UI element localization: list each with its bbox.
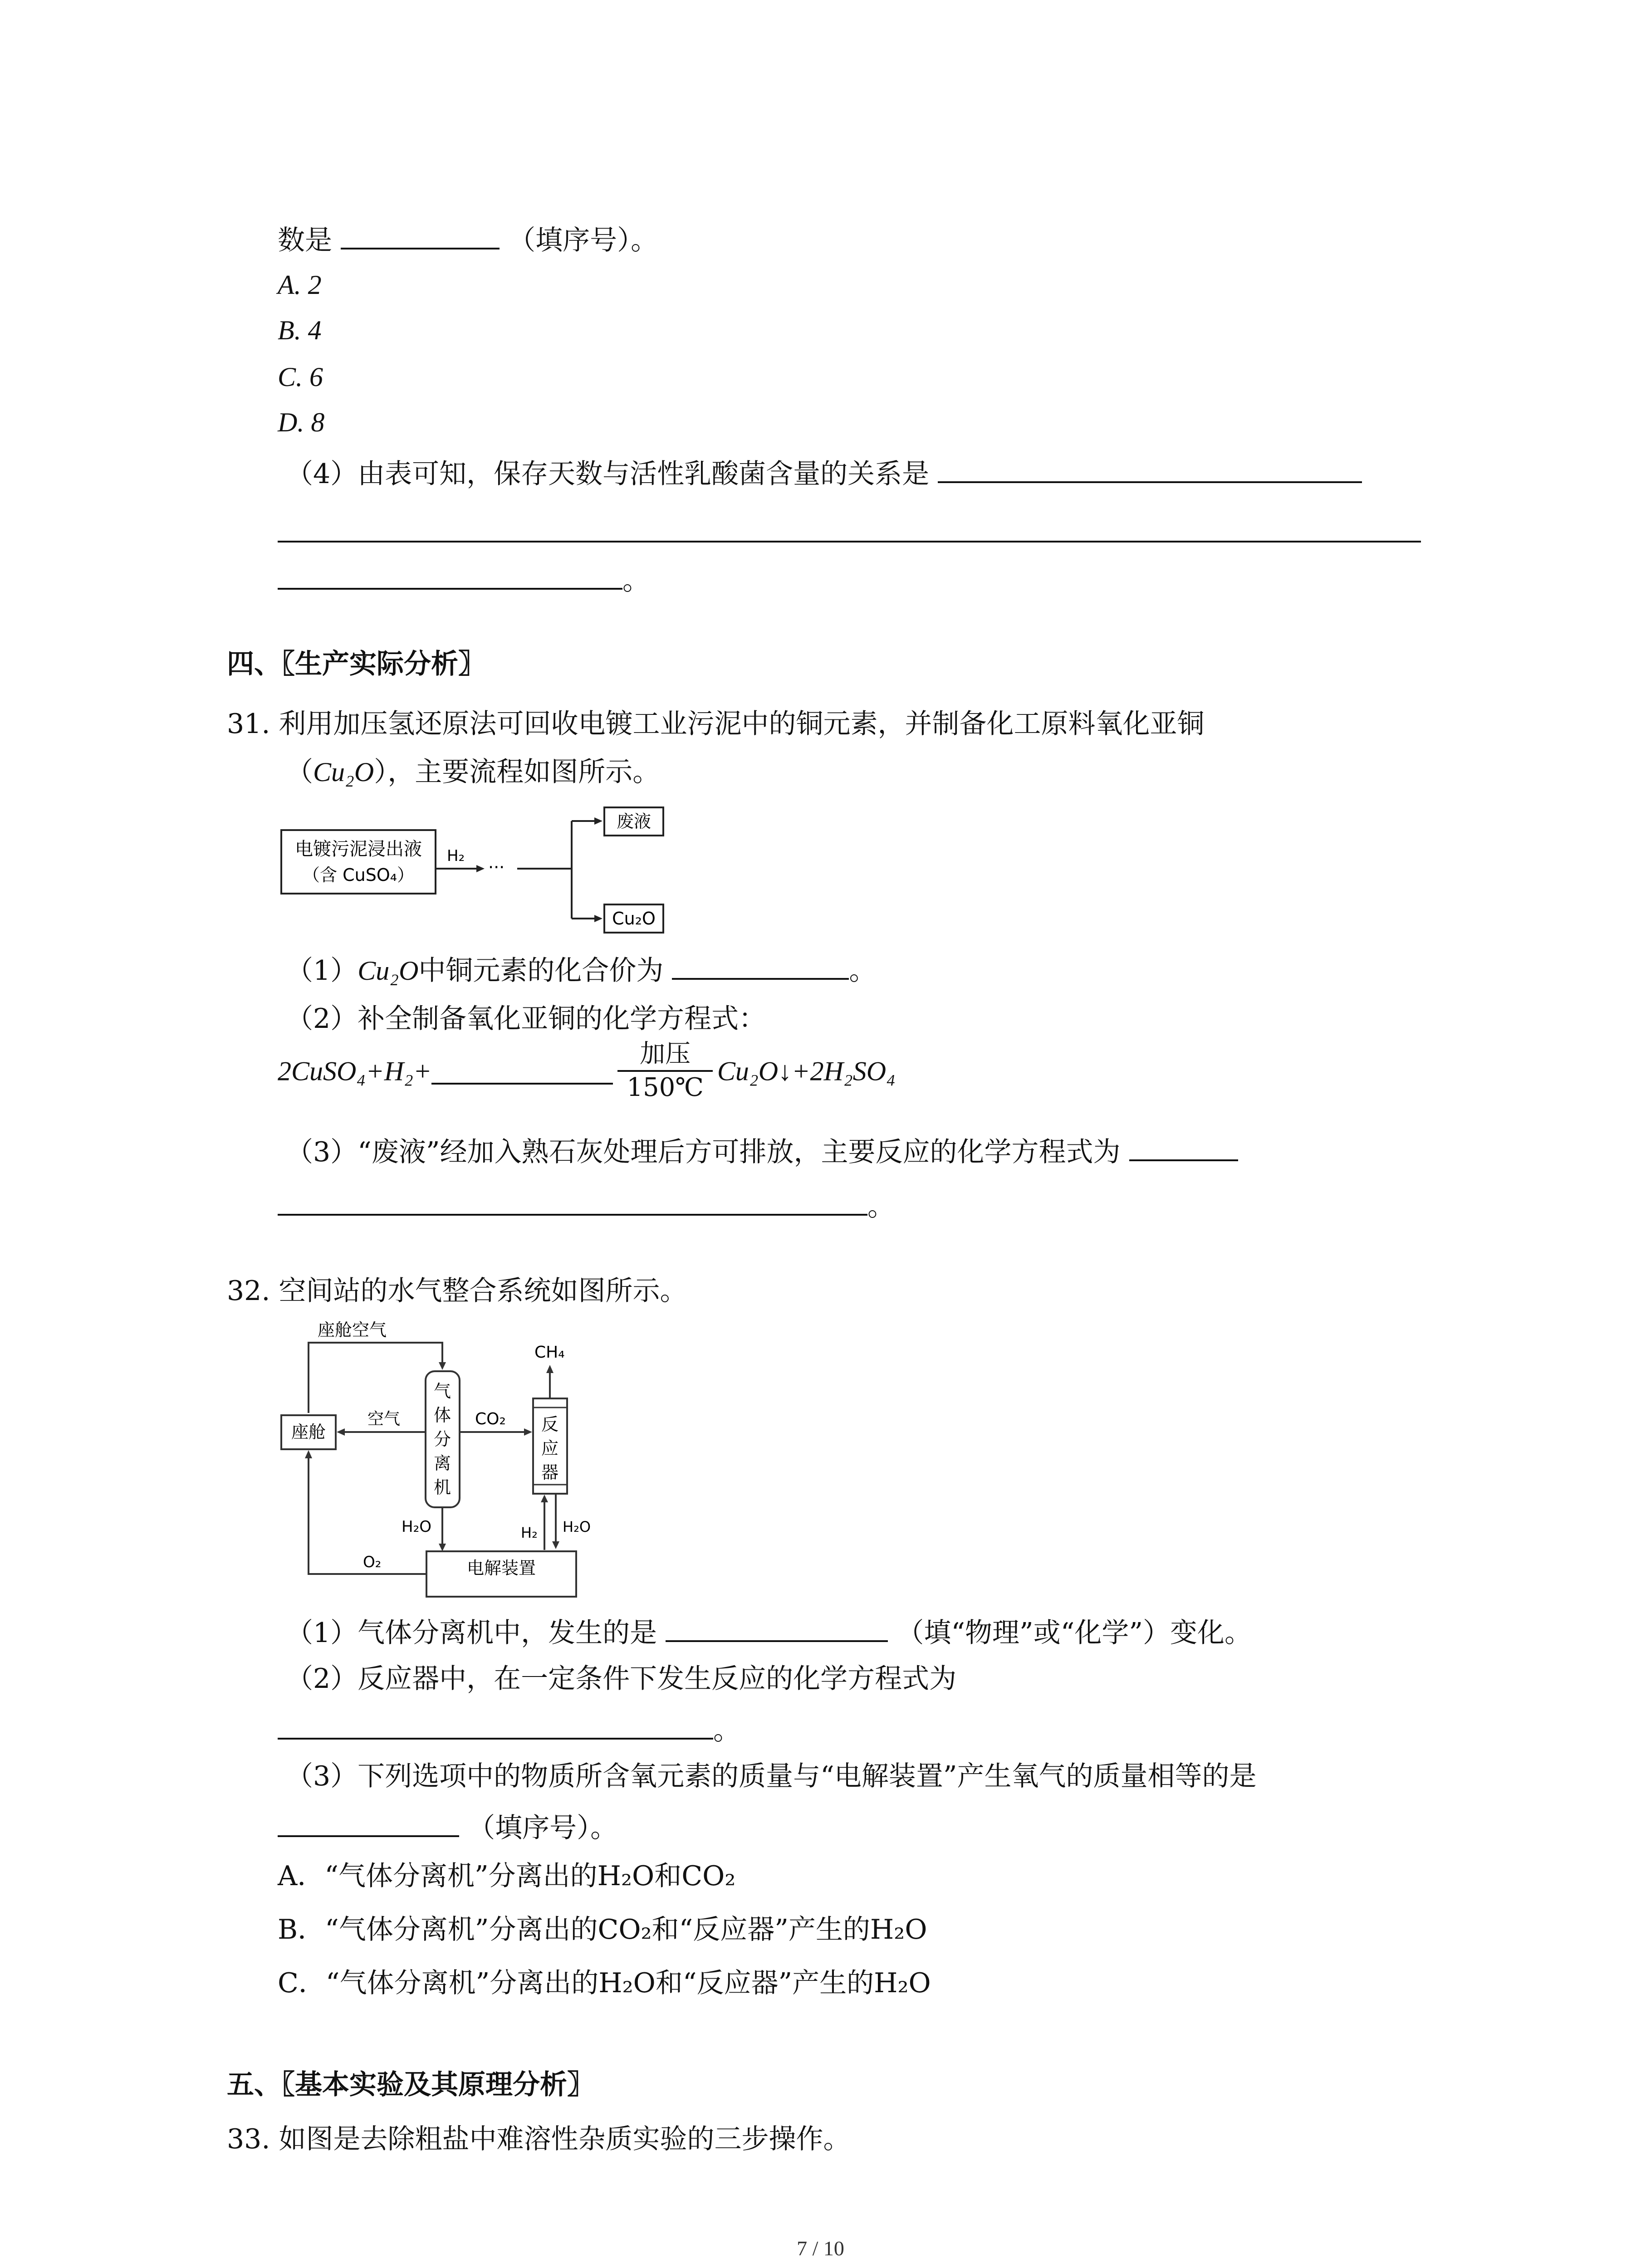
q33-stem: 33. 如图是去除粗盐中难溶性杂质实验的三步操作。 <box>227 2123 851 2155</box>
arrowhead-waste <box>594 817 603 825</box>
period: 。 <box>849 955 877 987</box>
paren: （ <box>286 756 313 788</box>
q30-part4 <box>286 456 1362 490</box>
arrowhead-ch4 <box>546 1365 554 1373</box>
ch4-label: CH₄ <box>534 1343 565 1362</box>
q31-stem-2-text: ），主要流程如图所示。 <box>374 756 660 788</box>
separator-char: 离 <box>433 1453 451 1473</box>
q32-option-a: A．“气体分离机”分离出的H₂O和CO₂ <box>278 1860 736 1892</box>
formula-cu2o: Cu₂O <box>358 956 419 986</box>
period: 。 <box>622 565 650 596</box>
answer-blank[interactable] <box>278 562 622 590</box>
arrowhead-h2o-down <box>439 1544 446 1551</box>
box-cu2o-label: Cu₂O <box>612 909 656 929</box>
reactor-char: 应 <box>541 1438 559 1458</box>
arrowhead-co2 <box>524 1428 532 1436</box>
q32-option-c: C．“气体分离机”分离出的H₂O和“反应器”产生的H₂O <box>278 1967 931 1999</box>
separator-char: 机 <box>433 1477 451 1497</box>
reactor-char: 器 <box>541 1462 559 1482</box>
q31-part3-end <box>278 1188 895 1223</box>
h2o-left-label: H₂O <box>402 1518 431 1536</box>
option-d: D. 8 <box>278 407 325 437</box>
h2-label: H₂ <box>447 847 465 865</box>
equation-right: Cu₂O↓+2H₂SO₄ <box>717 1056 896 1086</box>
q32-part2: （2）反应器中，在一定条件下发生反应的化学方程式为 <box>286 1663 957 1695</box>
electrolysis-label: 电解装置 <box>466 1558 536 1578</box>
q32-part1-suffix: （填“物理”或“化学”）变化。 <box>896 1617 1252 1649</box>
q31-flow-diagram <box>277 803 685 943</box>
q31-stem-2 <box>286 756 660 788</box>
box-waste-label: 废液 <box>616 811 652 831</box>
answer-line[interactable] <box>278 541 1421 543</box>
air-label: 空气 <box>367 1410 401 1428</box>
separator-char: 分 <box>433 1429 451 1449</box>
q32-option-b: B．“气体分离机”分离出的CO₂和“反应器”产生的H₂O <box>278 1914 927 1945</box>
q31-equation <box>278 1040 896 1102</box>
box-leachate-sub: （含 CuSO₄） <box>303 865 414 885</box>
q32-part3-suffix: （填序号）。 <box>468 1812 618 1844</box>
q32-part3: （3）下列选项中的物质所含氧元素的质量与“电解装置”产生氧气的质量相等的是 <box>286 1760 1257 1792</box>
arrowhead-cabin-air <box>439 1362 446 1370</box>
reactor-char: 反 <box>541 1414 559 1434</box>
separator-char: 体 <box>433 1405 451 1425</box>
separator-char: 气 <box>433 1381 451 1401</box>
arrowhead-h2-up <box>541 1495 548 1502</box>
answer-blank[interactable] <box>1129 1134 1238 1161</box>
q31-part3-text: （3）“废液”经加入熟石灰处理后方可排放，主要反应的化学方程式为 <box>286 1136 1121 1168</box>
arrowhead-air <box>337 1428 345 1436</box>
arrowhead-cu2o <box>594 915 603 922</box>
q-continuation-text: 数是 <box>278 225 332 256</box>
section-4-title: 四、〖生产实际分析〗 <box>227 648 485 680</box>
q32-part1 <box>286 1615 1252 1649</box>
h2-arrowhead <box>476 865 485 872</box>
condition-top: 加压 <box>617 1040 713 1072</box>
cabin-air-label: 座舱空气 <box>318 1320 387 1340</box>
page-number: 7 / 10 <box>797 2237 844 2260</box>
answer-blank[interactable] <box>341 222 500 249</box>
q30-part4-end <box>278 562 650 597</box>
arrowhead-o2 <box>305 1450 312 1458</box>
answer-blank[interactable] <box>278 1712 713 1740</box>
section-5-title: 五、〖基本实验及其原理分析〗 <box>227 2069 594 2101</box>
box-leachate-label: 电镀污泥浸出液 <box>295 839 422 860</box>
q31-stem-1: 31. 利用加压氢还原法可回收电镀工业污泥中的铜元素，并制备化工原料氧化亚铜 <box>227 708 1205 740</box>
arrowhead-h2o-return <box>552 1541 559 1549</box>
q32-part1-text: （1）气体分离机中，发生的是 <box>286 1617 657 1649</box>
q32-part2-end <box>278 1712 740 1747</box>
q31-part2: （2）补全制备氧化亚铜的化学方程式： <box>286 1003 766 1035</box>
h2-label: H₂ <box>521 1524 538 1541</box>
option-c: C. 6 <box>278 362 323 392</box>
answer-blank[interactable] <box>672 953 849 980</box>
option-b: B. 4 <box>278 315 322 345</box>
formula-cu2o: Cu₂O <box>313 757 374 787</box>
cabin-air-line <box>309 1343 442 1413</box>
option-a: A. 2 <box>278 270 322 300</box>
o2-label: O₂ <box>363 1553 382 1571</box>
q31-part1 <box>286 953 876 987</box>
co2-label: CO₂ <box>475 1410 506 1428</box>
q-continuation-line <box>278 222 658 257</box>
condition-bottom: 150℃ <box>627 1073 704 1103</box>
ellipsis: ··· <box>488 857 505 877</box>
q32-part3-end <box>278 1810 617 1844</box>
q31-part1-text: 中铜元素的化合价为 <box>418 955 664 987</box>
q31-part3 <box>286 1134 1238 1168</box>
answer-blank[interactable] <box>666 1615 888 1642</box>
reaction-condition <box>617 1040 713 1102</box>
part-num: （1） <box>286 955 358 987</box>
answer-blank[interactable] <box>278 1810 459 1837</box>
answer-blank[interactable] <box>431 1057 613 1085</box>
period: 。 <box>713 1715 740 1746</box>
period: 。 <box>867 1191 895 1222</box>
equation-left: 2CuSO₄+H₂+ <box>278 1056 432 1086</box>
q-continuation-suffix: （填序号）。 <box>508 225 658 256</box>
q32-stem: 32. 空间站的水气整合系统如图所示。 <box>227 1275 687 1307</box>
q32-system-diagram <box>272 1318 635 1603</box>
cabin-label: 座舱 <box>291 1422 326 1442</box>
h2o-right-label: H₂O <box>563 1518 591 1535</box>
q30-part4-text: （4）由表可知，保存天数与活性乳酸菌含量的关系是 <box>286 458 930 490</box>
answer-blank[interactable] <box>938 456 1362 483</box>
answer-blank[interactable] <box>278 1188 867 1216</box>
